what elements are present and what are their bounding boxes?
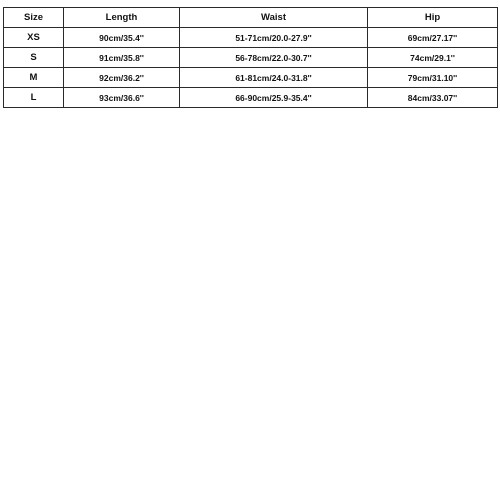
header-hip: Hip <box>368 8 498 28</box>
waist-cell: 56-78cm/22.0-30.7'' <box>180 48 368 68</box>
table-row <box>4 88 498 108</box>
hip-cell: 74cm/29.1'' <box>368 48 498 68</box>
length-cell: 91cm/35.8'' <box>64 48 180 68</box>
table-row <box>4 68 498 88</box>
table-row <box>4 28 498 48</box>
length-cell: 90cm/35.4'' <box>64 28 180 48</box>
hip-cell: 69cm/27.17'' <box>368 28 498 48</box>
size-cell: L <box>4 88 64 108</box>
size-cell: S <box>4 48 64 68</box>
waist-cell: 61-81cm/24.0-31.8'' <box>180 68 368 88</box>
length-cell: 92cm/36.2'' <box>64 68 180 88</box>
header-size: Size <box>4 8 64 28</box>
waist-cell: 51-71cm/20.0-27.9'' <box>180 28 368 48</box>
waist-cell: 66-90cm/25.9-35.4'' <box>180 88 368 108</box>
length-cell: 93cm/36.6'' <box>64 88 180 108</box>
header-length: Length <box>64 8 180 28</box>
size-cell: M <box>4 68 64 88</box>
table-header-row <box>4 8 498 28</box>
size-chart-table <box>3 7 498 108</box>
size-cell: XS <box>4 28 64 48</box>
hip-cell: 84cm/33.07'' <box>368 88 498 108</box>
table-row <box>4 48 498 68</box>
header-waist: Waist <box>180 8 368 28</box>
hip-cell: 79cm/31.10'' <box>368 68 498 88</box>
